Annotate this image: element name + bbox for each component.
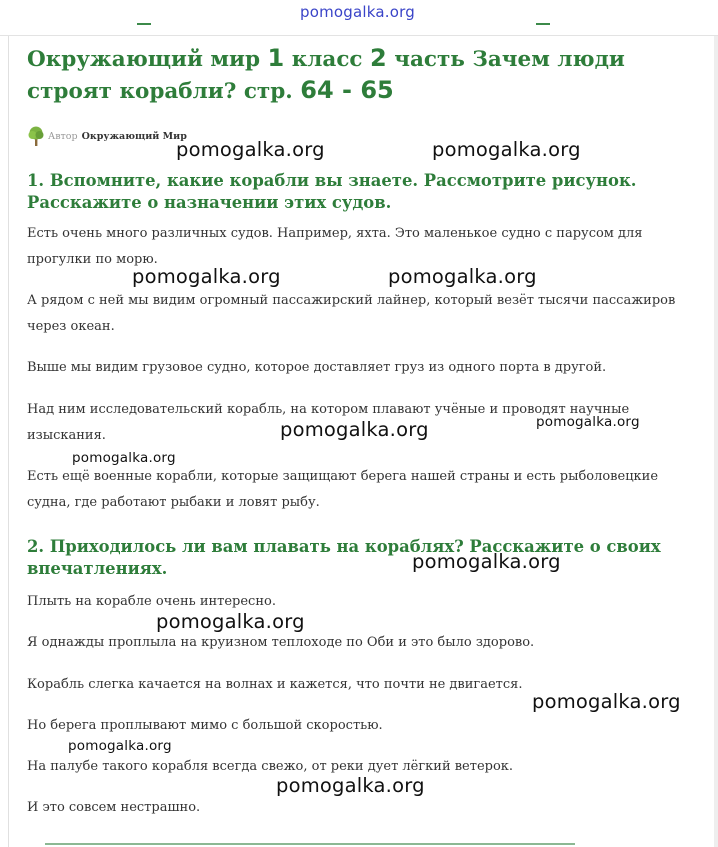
title-page-range: 64 - 65 (300, 76, 394, 104)
section-1-paragraph-1: Есть очень много различных судов. Например, яхта. Это маленькое судно с парусом для прогулки по морю. (27, 226, 643, 267)
section-2-paragraph-6: И это совсем нестрашно. (27, 800, 201, 815)
section-2-paragraph-3: Корабль слегка качается на волнах и кажется, что почти не двигается. (27, 677, 523, 692)
scrollbar-track[interactable] (714, 36, 718, 847)
section-1-paragraph-2: А рядом с ней мы видим огромный пассажирский лайнер, который везёт тысячи пассажиров через океан. (27, 293, 676, 334)
section-2-paragraph-1: Плыть на корабле очень интересно. (27, 594, 276, 609)
title-grade-number: 1 (267, 44, 285, 72)
watermark: pomogalka.org (532, 690, 681, 713)
watermark: pomogalka.org (72, 450, 176, 466)
watermark: pomogalka.org (412, 550, 561, 573)
watermark: pomogalka.org (132, 265, 281, 288)
title-text-1: Окружающий мир (27, 47, 268, 72)
watermark: pomogalka.org (388, 265, 537, 288)
section-1-heading: 1. Вспомните, какие корабли вы знаете. Рассмотрите рисунок. Расскажите о назначении этих судов. (27, 171, 637, 212)
section-1-paragraph-3: Выше мы видим грузовое судно, которое доставляет груз из одного порта в другой. (27, 360, 607, 375)
title-part-number: 2 (370, 44, 387, 72)
watermark: pomogalka.org (536, 414, 640, 430)
section-2-paragraph-4: Но берега проплывают мимо с большой скоростью. (27, 718, 383, 733)
title-text-2: класс (284, 47, 371, 72)
section-1-paragraph-4: Над ним исследовательский корабль, на котором плавают учёные и проводят научные изыскания. (27, 402, 630, 443)
next-heading-cutoff (45, 843, 575, 845)
section-2-heading: 2. Приходилось ли вам плавать на кораблях? Расскажите о своих впечатлениях. (27, 537, 661, 578)
watermark: pomogalka.org (68, 738, 172, 754)
watermark: pomogalka.org (176, 138, 325, 161)
tree-icon (27, 126, 45, 146)
watermark: pomogalka.org (276, 774, 425, 797)
article-title (27, 43, 699, 107)
author-meta (27, 126, 187, 146)
frame-left-border (8, 36, 9, 847)
watermark: pomogalka.org (156, 610, 305, 633)
title-text-3: часть Зачем люди строят корабли? стр. (27, 47, 625, 104)
header-dash-left (137, 23, 151, 25)
author-name[interactable]: Окружающий Мир (81, 130, 187, 142)
site-url-link[interactable]: pomogalka.org (300, 3, 415, 21)
section-2-paragraph-5: На палубе такого корабля всегда свежо, от реки дует лёгкий ветерок. (27, 759, 514, 774)
watermark: pomogalka.org (280, 418, 429, 441)
section-1-paragraph-5: Есть ещё военные корабли, которые защищают берега нашей страны и есть рыболовецкие судна, где работают рыбаки и ловят рыбу. (27, 469, 659, 510)
author-label: Автор (48, 130, 78, 142)
top-bar (0, 0, 718, 36)
section-2-paragraph-2: Я однажды проплыла на круизном теплоходе по Оби и это было здорово. (27, 635, 535, 650)
watermark: pomogalka.org (432, 138, 581, 161)
header-dash-right (536, 23, 550, 25)
frame-divider (0, 35, 718, 36)
